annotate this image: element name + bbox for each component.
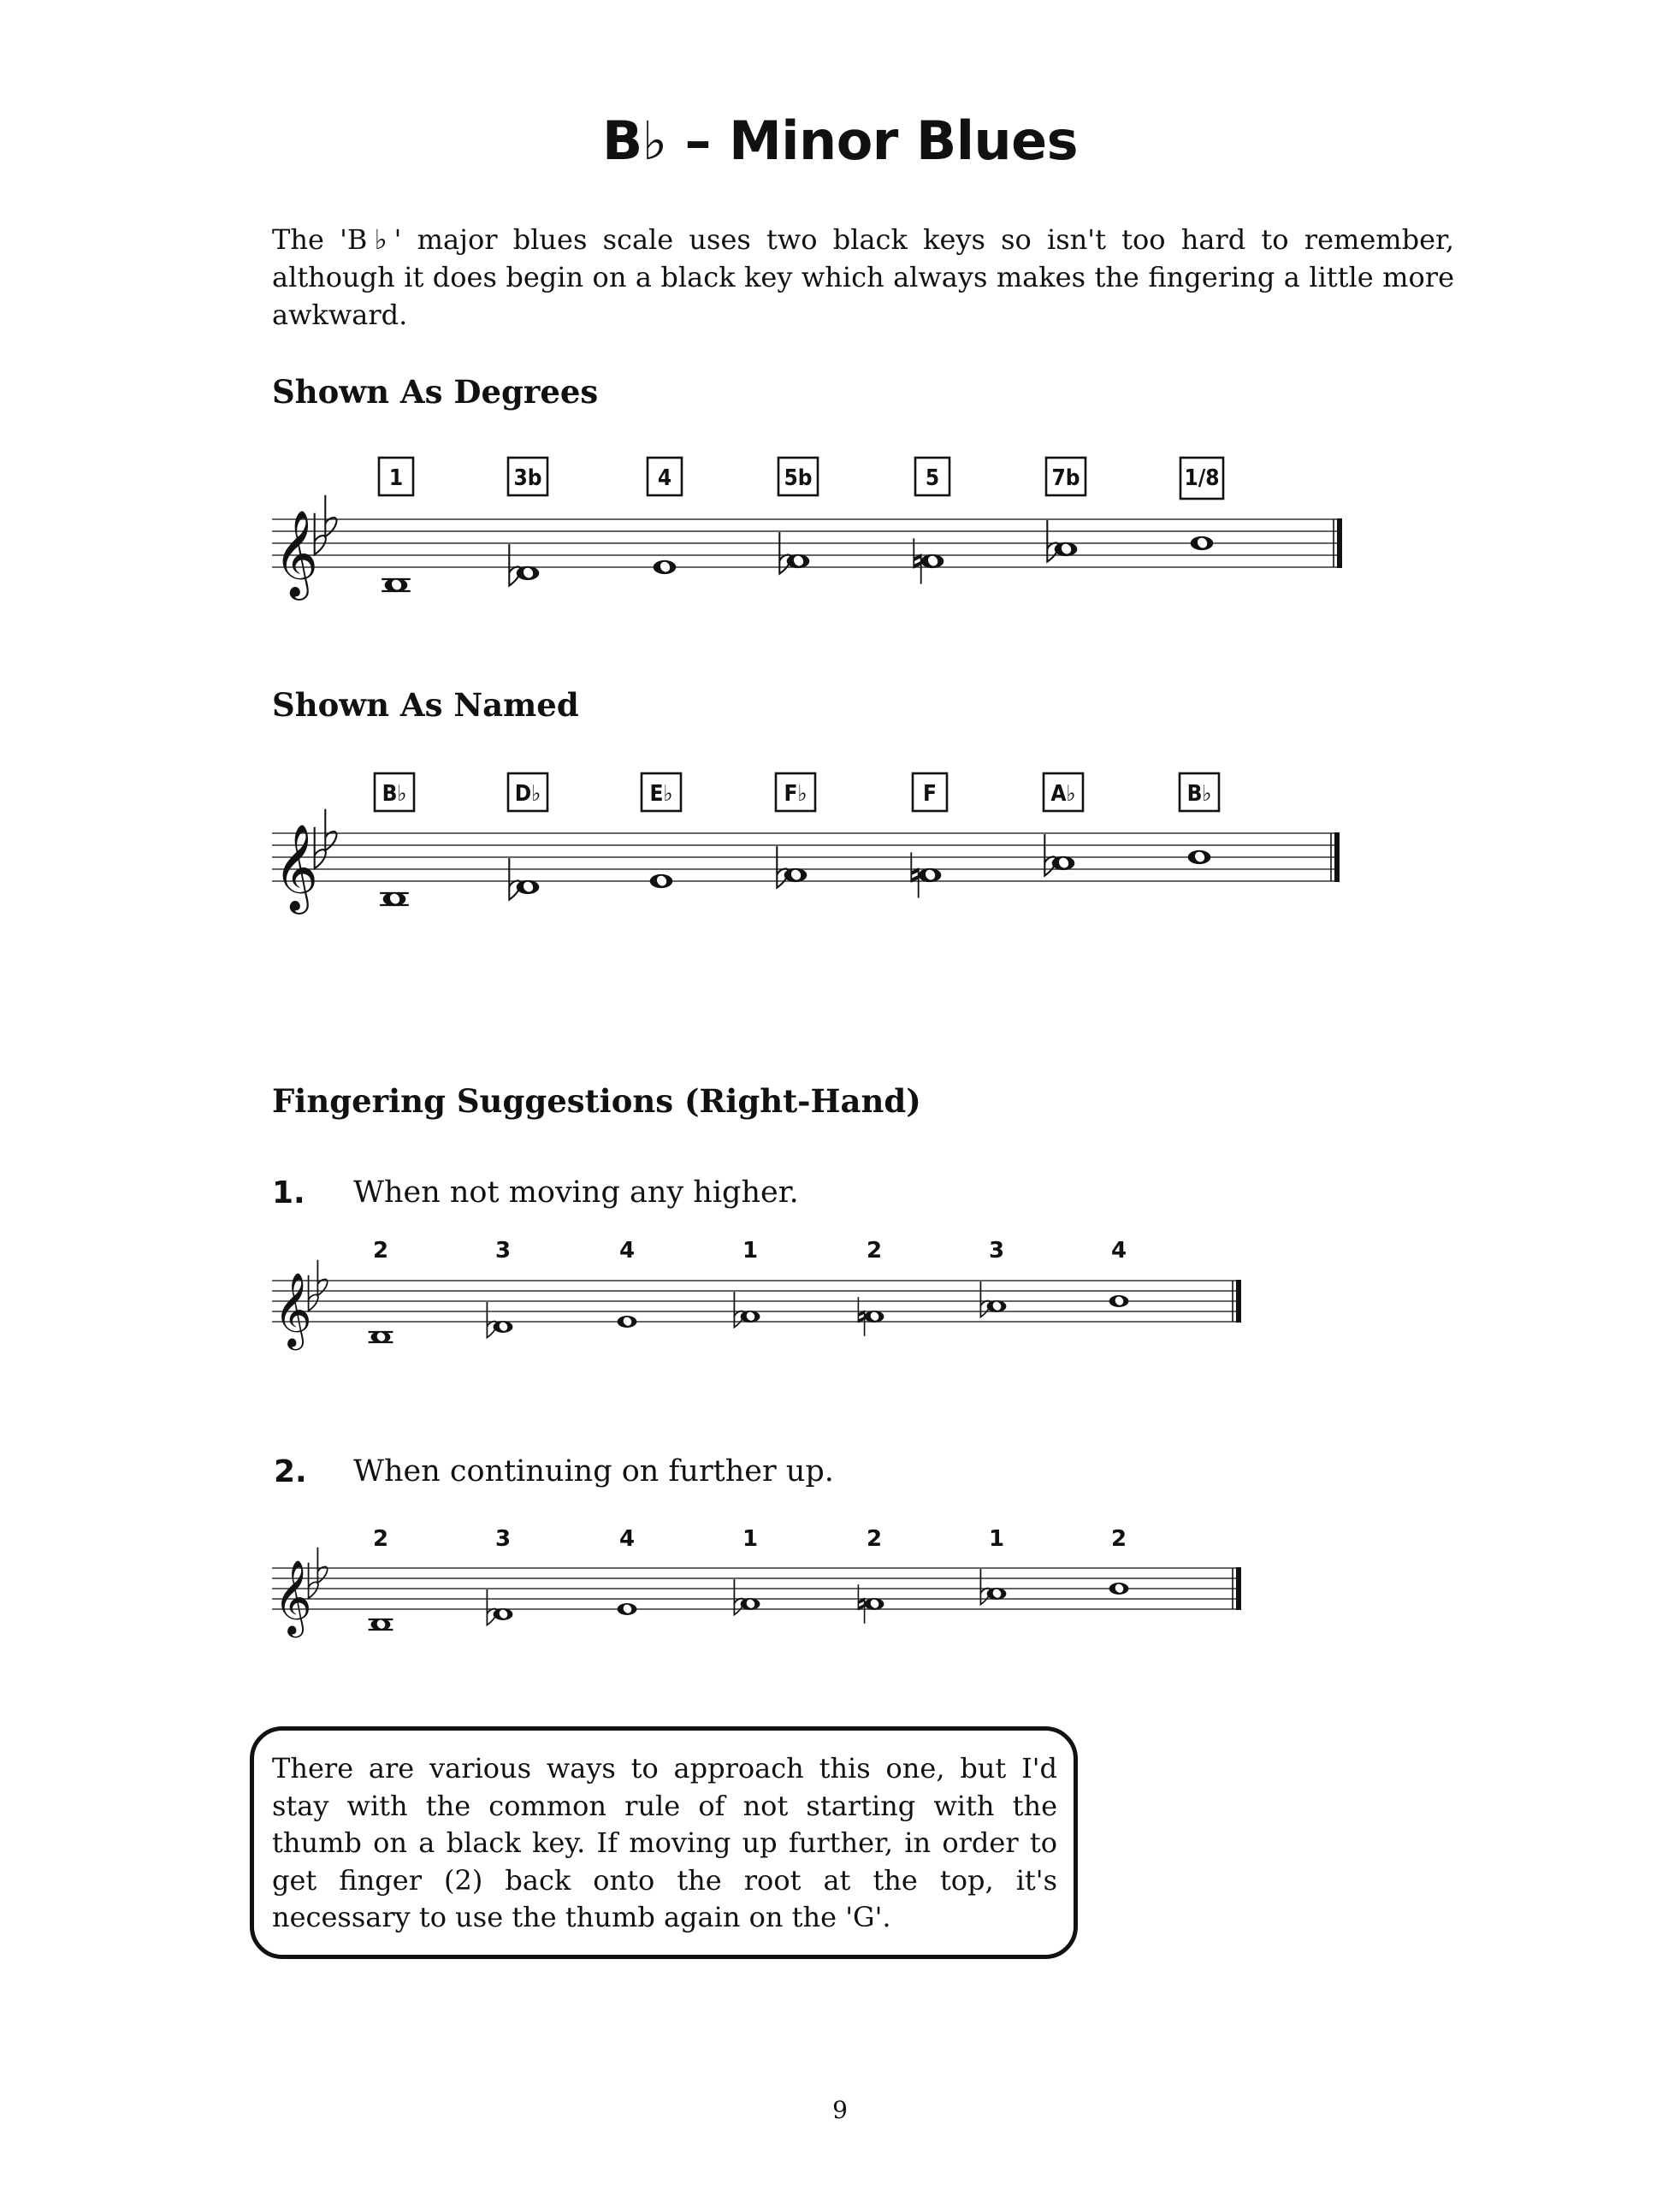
- note-2: [487, 1302, 512, 1338]
- staff-named: [0, 761, 1680, 932]
- label-text: B♭: [382, 781, 407, 807]
- natural-accidental-icon: [914, 538, 920, 583]
- label-box-1: [379, 458, 413, 495]
- finger-number-text: 1: [988, 1526, 1005, 1552]
- label-text: 3b: [513, 465, 542, 491]
- label-text: F: [923, 781, 937, 807]
- label-box-6: [1046, 458, 1085, 495]
- treble-clef-icon: 𝄞: [274, 1559, 312, 1635]
- finger-number-text: 1: [742, 1238, 759, 1264]
- finger-number-3: [619, 1526, 635, 1552]
- key-signature-flat-e: [325, 809, 336, 851]
- barline-thick: [1334, 832, 1340, 882]
- label-text: 4: [657, 465, 672, 491]
- label-box-5: [913, 773, 947, 811]
- treble-clef-icon: 𝄞: [274, 1271, 312, 1347]
- finger-number-text: 2: [1110, 1526, 1127, 1552]
- note-7: [1109, 1295, 1129, 1307]
- key-signature-flat-e: [317, 1260, 327, 1296]
- label-box-6: [1044, 773, 1083, 811]
- finger-number-5: [867, 1526, 882, 1552]
- finger-number-text: 1: [742, 1526, 759, 1552]
- finger-number-text: 3: [494, 1526, 512, 1552]
- finger-number-text: 2: [866, 1238, 883, 1264]
- label-box-3: [648, 458, 682, 495]
- note-7: [1191, 536, 1214, 551]
- label-box-2: [508, 458, 547, 495]
- label-box-7: [1180, 773, 1219, 811]
- finger-number-6: [989, 1526, 1004, 1552]
- natural-accidental-icon: [858, 1584, 864, 1624]
- option-number-1: 1.: [272, 1175, 305, 1210]
- label-box-2: [508, 773, 547, 811]
- flat-accidental-icon: [509, 544, 520, 586]
- key-signature-flat-e: [317, 1548, 327, 1583]
- note-5: [858, 1584, 884, 1624]
- note-7: [1188, 850, 1211, 865]
- label-text: F♭: [784, 781, 807, 807]
- finger-number-text: 4: [618, 1526, 636, 1552]
- option-number-2: 2.: [274, 1454, 307, 1489]
- finger-number-2: [495, 1238, 511, 1264]
- treble-clef-icon: 𝄞: [274, 508, 319, 597]
- staff-degrees: [0, 445, 1680, 616]
- note-2: [509, 544, 539, 586]
- note-2: [487, 1589, 512, 1625]
- note-3: [654, 560, 677, 575]
- note-5: [911, 852, 941, 897]
- note-3: [618, 1603, 637, 1615]
- finger-number-text: 4: [1110, 1238, 1127, 1264]
- finger-number-text: 4: [618, 1238, 636, 1264]
- natural-accidental-icon: [858, 1297, 864, 1336]
- key-signature-flat-e: [325, 495, 336, 537]
- page-title: B♭ – Minor Blues: [601, 110, 1079, 172]
- heading-shown-as-degrees: Shown As Degrees: [272, 373, 599, 411]
- finger-number-text: 2: [866, 1526, 883, 1552]
- note-5: [914, 538, 944, 583]
- option-text-2: When continuing on further up.: [353, 1454, 834, 1489]
- barline-thick: [1337, 518, 1342, 568]
- label-text: 7b: [1051, 465, 1080, 491]
- label-text: 5b: [784, 465, 813, 491]
- flat-accidental-icon: [487, 1589, 496, 1625]
- label-text: 1: [388, 465, 404, 491]
- label-text: 5: [925, 465, 940, 491]
- finger-number-4: [742, 1238, 758, 1264]
- finger-number-4: [742, 1526, 758, 1552]
- option-text-1: When not moving any higher.: [353, 1175, 799, 1210]
- label-text: B♭: [1186, 781, 1212, 807]
- label-text: E♭: [649, 781, 673, 807]
- label-box-4: [778, 458, 818, 495]
- finger-number-text: 3: [494, 1238, 512, 1264]
- finger-number-1: [373, 1238, 388, 1264]
- note-1: [369, 1331, 393, 1343]
- finger-number-5: [867, 1238, 882, 1264]
- label-box-1: [375, 773, 414, 811]
- barline-thick: [1236, 1567, 1241, 1610]
- note-1: [382, 578, 411, 593]
- note-1: [369, 1619, 393, 1631]
- label-box-3: [642, 773, 681, 811]
- finger-number-2: [495, 1526, 511, 1552]
- barline-thick: [1236, 1280, 1241, 1323]
- treble-clef-icon: 𝄞: [274, 822, 319, 911]
- finger-number-3: [619, 1238, 635, 1264]
- note-1: [380, 892, 409, 907]
- label-box-5: [915, 458, 949, 495]
- finger-number-text: 2: [372, 1526, 389, 1552]
- staff-fingering-1: [0, 1232, 1680, 1403]
- note-5: [858, 1297, 884, 1336]
- callout-text: There are various ways to approach this one, but I'd stay with the common rule of not starting with the thumb on a black key. If moving up further, in order to get finger (2) back onto the root at the top, it's necessary to use the thumb again on the 'G'.: [272, 1752, 1057, 1933]
- natural-accidental-icon: [911, 852, 918, 897]
- label-text: D♭: [514, 781, 541, 807]
- heading-fingering-suggestions: Fingering Suggestions (Right-Hand): [272, 1082, 921, 1120]
- finger-number-text: 2: [372, 1238, 389, 1264]
- intro-paragraph: The 'B♭' major blues scale uses two black keys so isn't too hard to remember, although it does begin on a black key which always makes the fingering a little more awkward.: [272, 223, 1454, 331]
- finger-number-7: [1111, 1238, 1127, 1264]
- note-2: [509, 858, 539, 900]
- label-text: A♭: [1050, 781, 1076, 807]
- finger-number-7: [1111, 1526, 1127, 1552]
- note-3: [650, 874, 673, 889]
- finger-number-6: [989, 1238, 1004, 1264]
- label-box-4: [776, 773, 815, 811]
- heading-shown-as-named: Shown As Named: [272, 686, 579, 724]
- flat-accidental-icon: [509, 858, 520, 900]
- finger-number-1: [373, 1526, 388, 1552]
- finger-number-text: 3: [988, 1238, 1005, 1264]
- label-text: 1/8: [1184, 465, 1220, 491]
- flat-accidental-icon: [487, 1302, 496, 1338]
- note-3: [618, 1316, 637, 1328]
- page-number: 9: [832, 2096, 848, 2124]
- label-box-7: [1180, 458, 1223, 499]
- note-7: [1109, 1583, 1129, 1595]
- staff-fingering-2: [0, 1523, 1680, 1694]
